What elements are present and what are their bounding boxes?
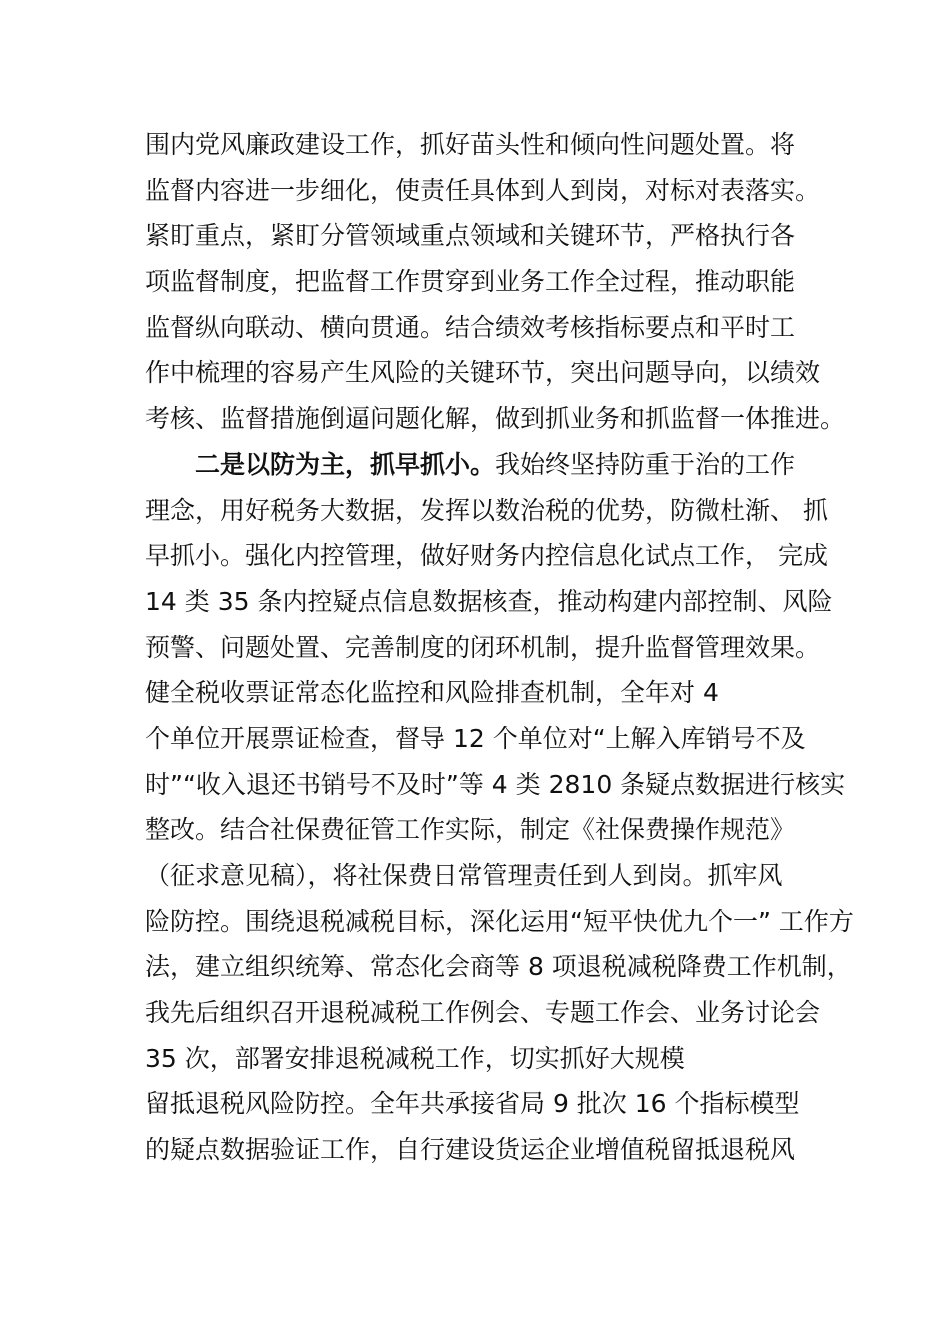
text-line: 项监督制度，把监督工作贯穿到业务工作全过程，推动职能 <box>145 267 796 297</box>
text-line: 35 次，部署安排退税减税工作，切实抓好大规模 <box>145 1043 685 1073</box>
text-line: 个单位开展票证检查，督导 12 个单位对“上解入库销号不及 <box>145 723 806 753</box>
text-span: 我始终坚持防重于治的工作 <box>495 449 796 479</box>
text-line: 健全税收票证常态化监控和风险排查机制，全年对 4 <box>145 678 719 708</box>
text-line: 考核、监督措施倒逼问题化解，做到抓业务和抓监督一体推进。 <box>145 404 846 434</box>
paragraph-start-line <box>145 442 845 488</box>
text-line: 整改。结合社保费征管工作实际，制定《社保费操作规范》 <box>145 815 796 845</box>
body-text <box>145 122 854 1173</box>
text-line: 监督纵向联动、横向贯通。结合绩效考核指标要点和平时工 <box>145 312 796 342</box>
text-line: 作中梳理的容易产生风险的关键环节，突出问题导向，以绩效 <box>145 358 821 388</box>
text-line: 理念，用好税务大数据，发挥以数治税的优势，防微杜渐、 抓 <box>145 495 828 525</box>
text-line: 我先后组织召开退税减税工作例会、专题工作会、业务讨论会 <box>145 998 821 1028</box>
text-line: 险防控。围绕退税减税目标，深化运用“短平快优九个一” 工作方 <box>145 906 854 936</box>
text-line: 14 类 35 条内控疑点信息数据核查，推动构建内部控制、风险 <box>145 586 833 616</box>
text-line: 预警、问题处置、完善制度的闭环机制，提升监督管理效果。 <box>145 632 821 662</box>
text-line: 监督内容进一步细化，使责任具体到人到岗，对标对表落实。 <box>145 175 821 205</box>
text-line: 的疑点数据验证工作，自行建设货运企业增值税留抵退税风 <box>145 1135 796 1165</box>
text-line: 围内党风廉政建设工作，抓好苗头性和倾向性问题处置。将 <box>145 130 796 159</box>
text-line: 留抵退税风险防控。全年共承接省局 9 批次 16 个指标模型 <box>145 1089 800 1119</box>
text-line: 紧盯重点，紧盯分管领域重点领域和关键环节，严格执行各 <box>145 221 796 251</box>
text-line: 法，建立组织统筹、常态化会商等 8 项退税减税降费工作机制， <box>145 952 852 982</box>
text-line: 时”“收入退还书销号不及时”等 4 类 2810 条疑点数据进行核实 <box>145 769 846 799</box>
text-line: 早抓小。强化内控管理，做好财务内控信息化试点工作， 完成 <box>145 541 828 571</box>
text-line: （征求意见稿），将社保费日常管理责任到人到岗。抓牢风 <box>145 861 783 890</box>
section-heading: 二是以防为主，抓早抓小。 <box>195 449 496 479</box>
